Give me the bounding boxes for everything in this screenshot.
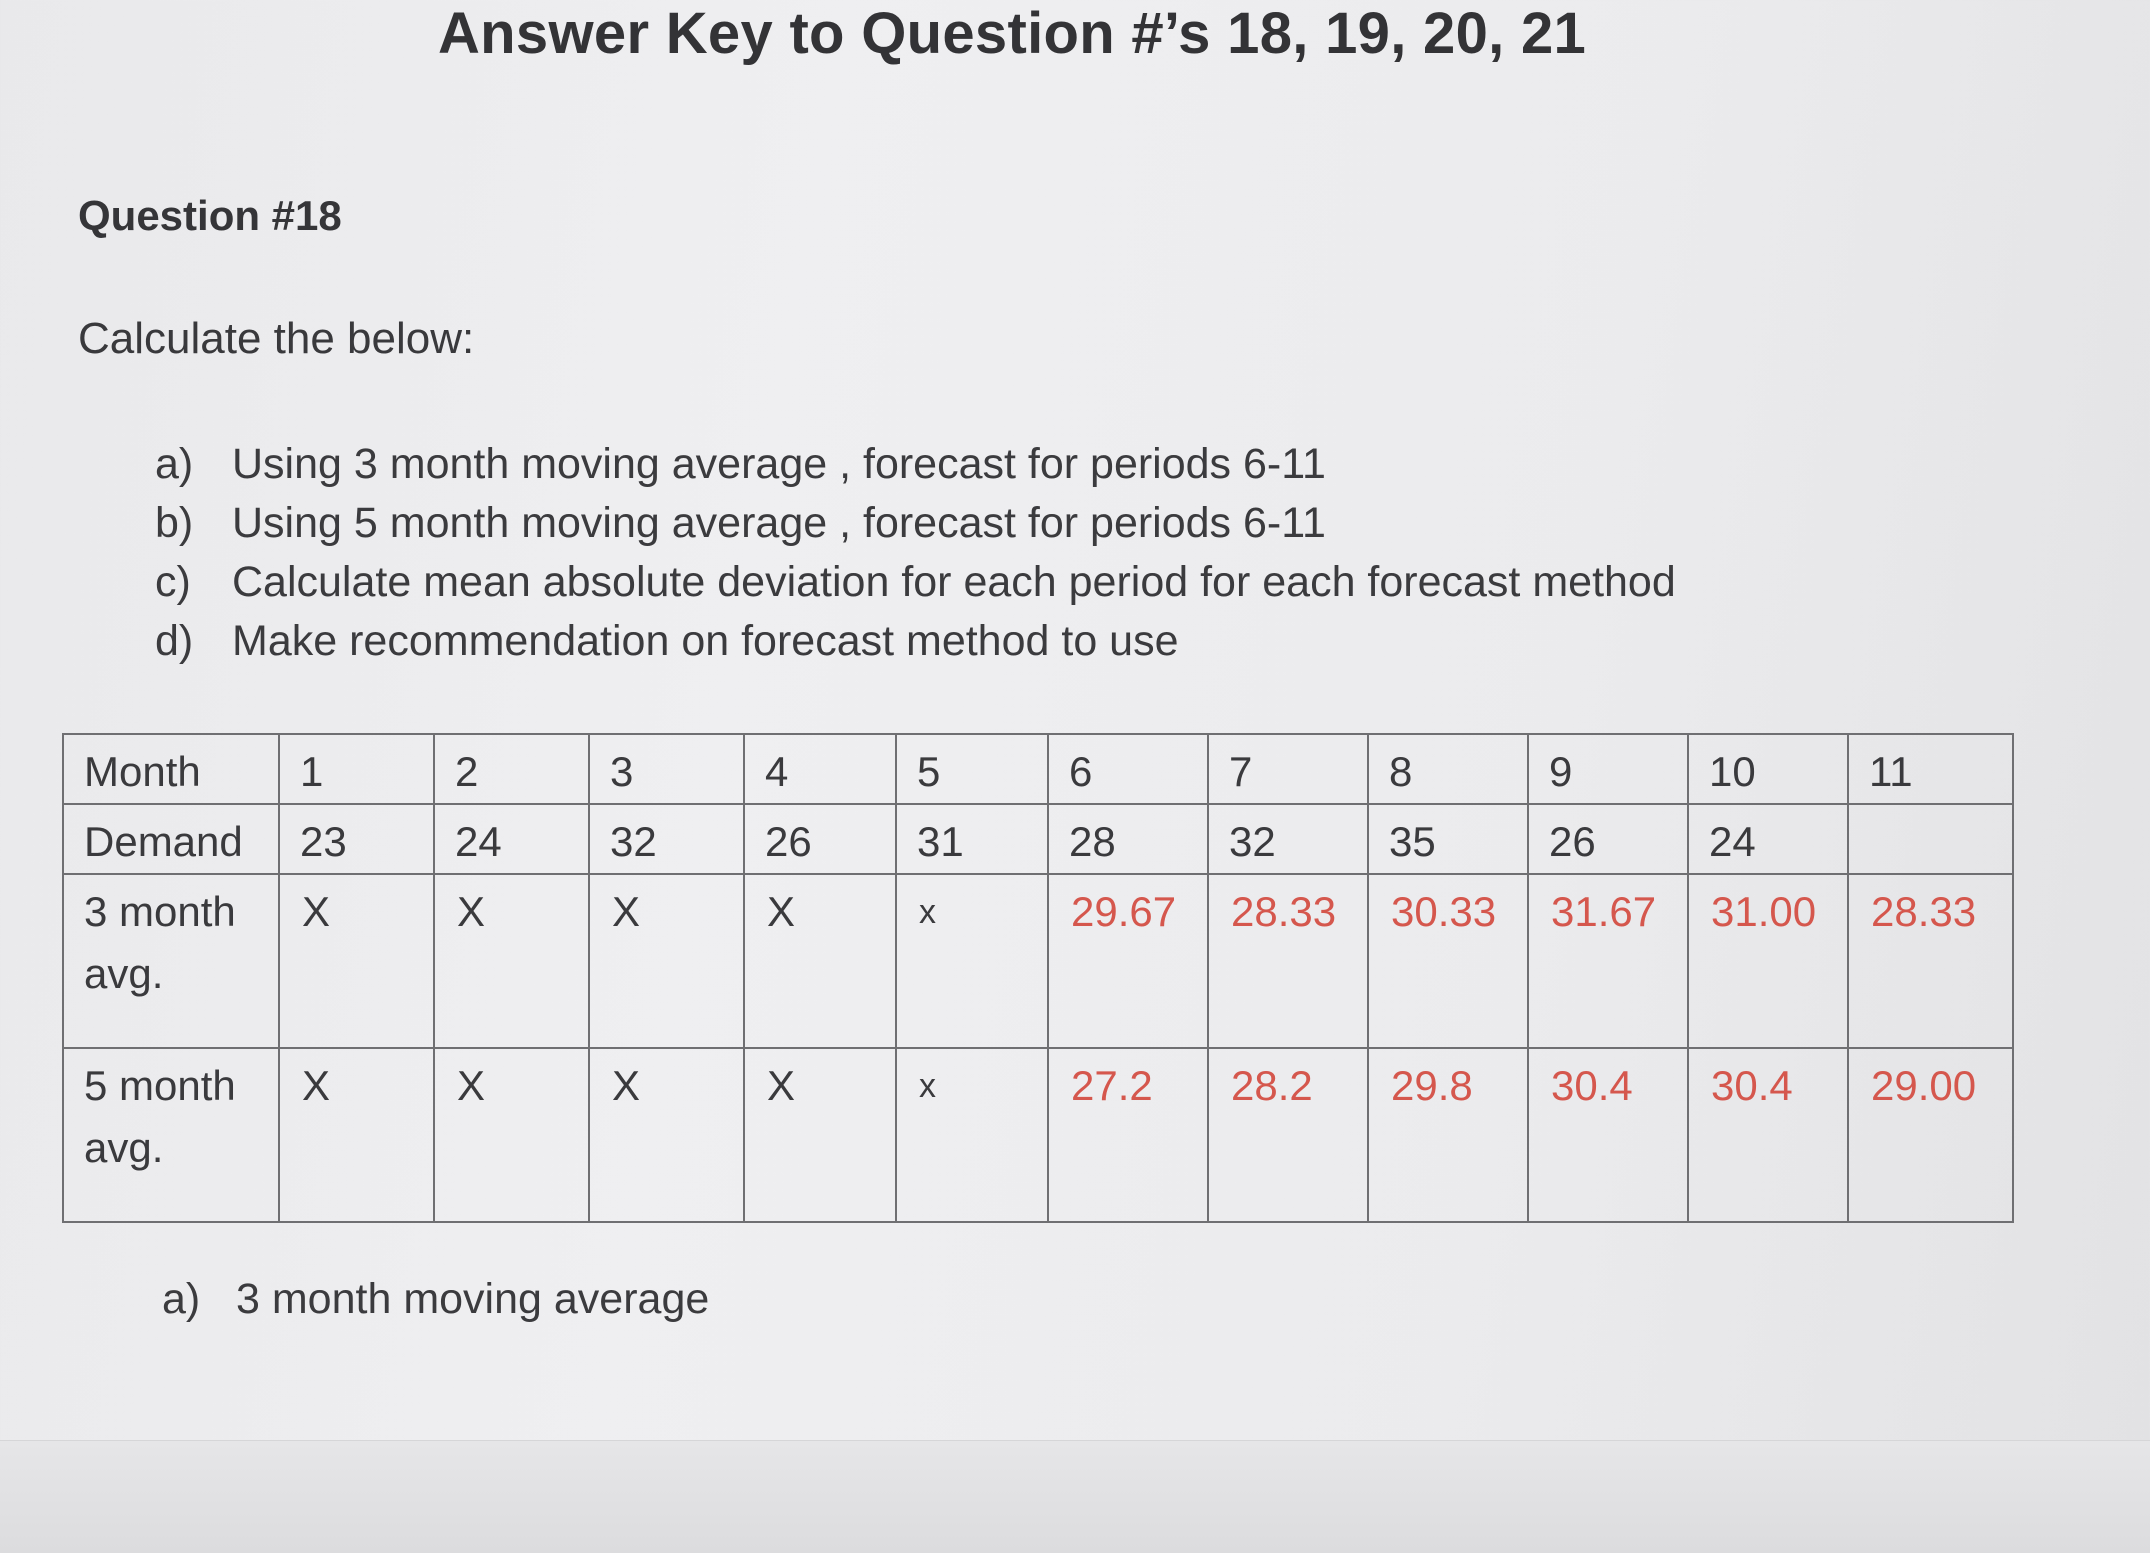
subsection-marker: a) [162,1275,201,1323]
demand-cell: 32 [589,804,744,874]
month-cell: 5 [896,734,1048,804]
task-marker: a) [155,440,194,488]
avg3-cell: x [896,874,1048,1048]
avg5-forecast-cell: 29.8 [1368,1048,1528,1222]
forecast-table [62,733,2014,1223]
page-title: Answer Key to Question #’s 18, 19, 20, 21 [438,1,1587,66]
avg3-cell: X [589,874,744,1048]
row-label-month: Month [63,734,279,804]
demand-cell: 26 [1528,804,1688,874]
avg3-forecast-cell: 28.33 [1848,874,2013,1048]
demand-cell: 31 [896,804,1048,874]
task-text: Using 3 month moving average , forecast for periods 6-11 [232,440,1326,488]
avg5-forecast-cell: 30.4 [1528,1048,1688,1222]
demand-cell: 23 [279,804,434,874]
task-text: Make recommendation on forecast method to use [232,617,1179,665]
task-list [155,435,1676,671]
month-cell: 4 [744,734,896,804]
task-marker: d) [155,617,194,665]
demand-cell [1848,804,2013,874]
avg5-cell: X [589,1048,744,1222]
avg5-forecast-cell: 28.2 [1208,1048,1368,1222]
subsection-heading [162,1275,709,1324]
avg3-cell: X [279,874,434,1048]
month-cell: 10 [1688,734,1848,804]
row-label-5-month-avg: 5 month avg. [63,1048,279,1222]
month-cell: 9 [1528,734,1688,804]
question-heading: Question #18 [78,192,342,239]
avg5-forecast-cell: 27.2 [1048,1048,1208,1222]
avg3-cell: X [434,874,589,1048]
month-cell: 3 [589,734,744,804]
task-item-d [155,612,1676,671]
avg3-forecast-cell: 30.33 [1368,874,1528,1048]
month-cell: 7 [1208,734,1368,804]
avg3-forecast-cell: 31.00 [1688,874,1848,1048]
table-row-demand [63,804,2013,874]
avg3-forecast-cell: 28.33 [1208,874,1368,1048]
month-cell: 6 [1048,734,1208,804]
table-row-5-month-avg [63,1048,2013,1222]
task-marker: c) [155,558,191,606]
demand-cell: 26 [744,804,896,874]
task-text: Using 5 month moving average , forecast for periods 6-11 [232,499,1326,547]
table-row-3-month-avg [63,874,2013,1048]
avg5-forecast-cell: 30.4 [1688,1048,1848,1222]
avg5-forecast-cell: 29.00 [1848,1048,2013,1222]
task-item-b [155,494,1676,553]
task-item-c [155,553,1676,612]
demand-cell: 28 [1048,804,1208,874]
task-text: Calculate mean absolute deviation for each period for each forecast method [232,558,1676,606]
avg5-cell: X [279,1048,434,1222]
demand-cell: 24 [1688,804,1848,874]
avg3-forecast-cell: 31.67 [1528,874,1688,1048]
row-label-3-month-avg: 3 month avg. [63,874,279,1048]
month-cell: 1 [279,734,434,804]
row-label-demand: Demand [63,804,279,874]
avg5-cell: X [744,1048,896,1222]
demand-cell: 24 [434,804,589,874]
avg3-cell: X [744,874,896,1048]
demand-cell: 35 [1368,804,1528,874]
month-cell: 8 [1368,734,1528,804]
avg5-cell: X [434,1048,589,1222]
avg5-cell: x [896,1048,1048,1222]
task-marker: b) [155,499,194,547]
avg3-forecast-cell: 29.67 [1048,874,1208,1048]
page-bottom-shade [0,1440,2150,1553]
instruction-text: Calculate the below: [78,314,475,363]
table-row-month [63,734,2013,804]
demand-cell: 32 [1208,804,1368,874]
task-item-a [155,435,1676,494]
month-cell: 2 [434,734,589,804]
month-cell: 11 [1848,734,2013,804]
subsection-text: 3 month moving average [236,1275,710,1323]
